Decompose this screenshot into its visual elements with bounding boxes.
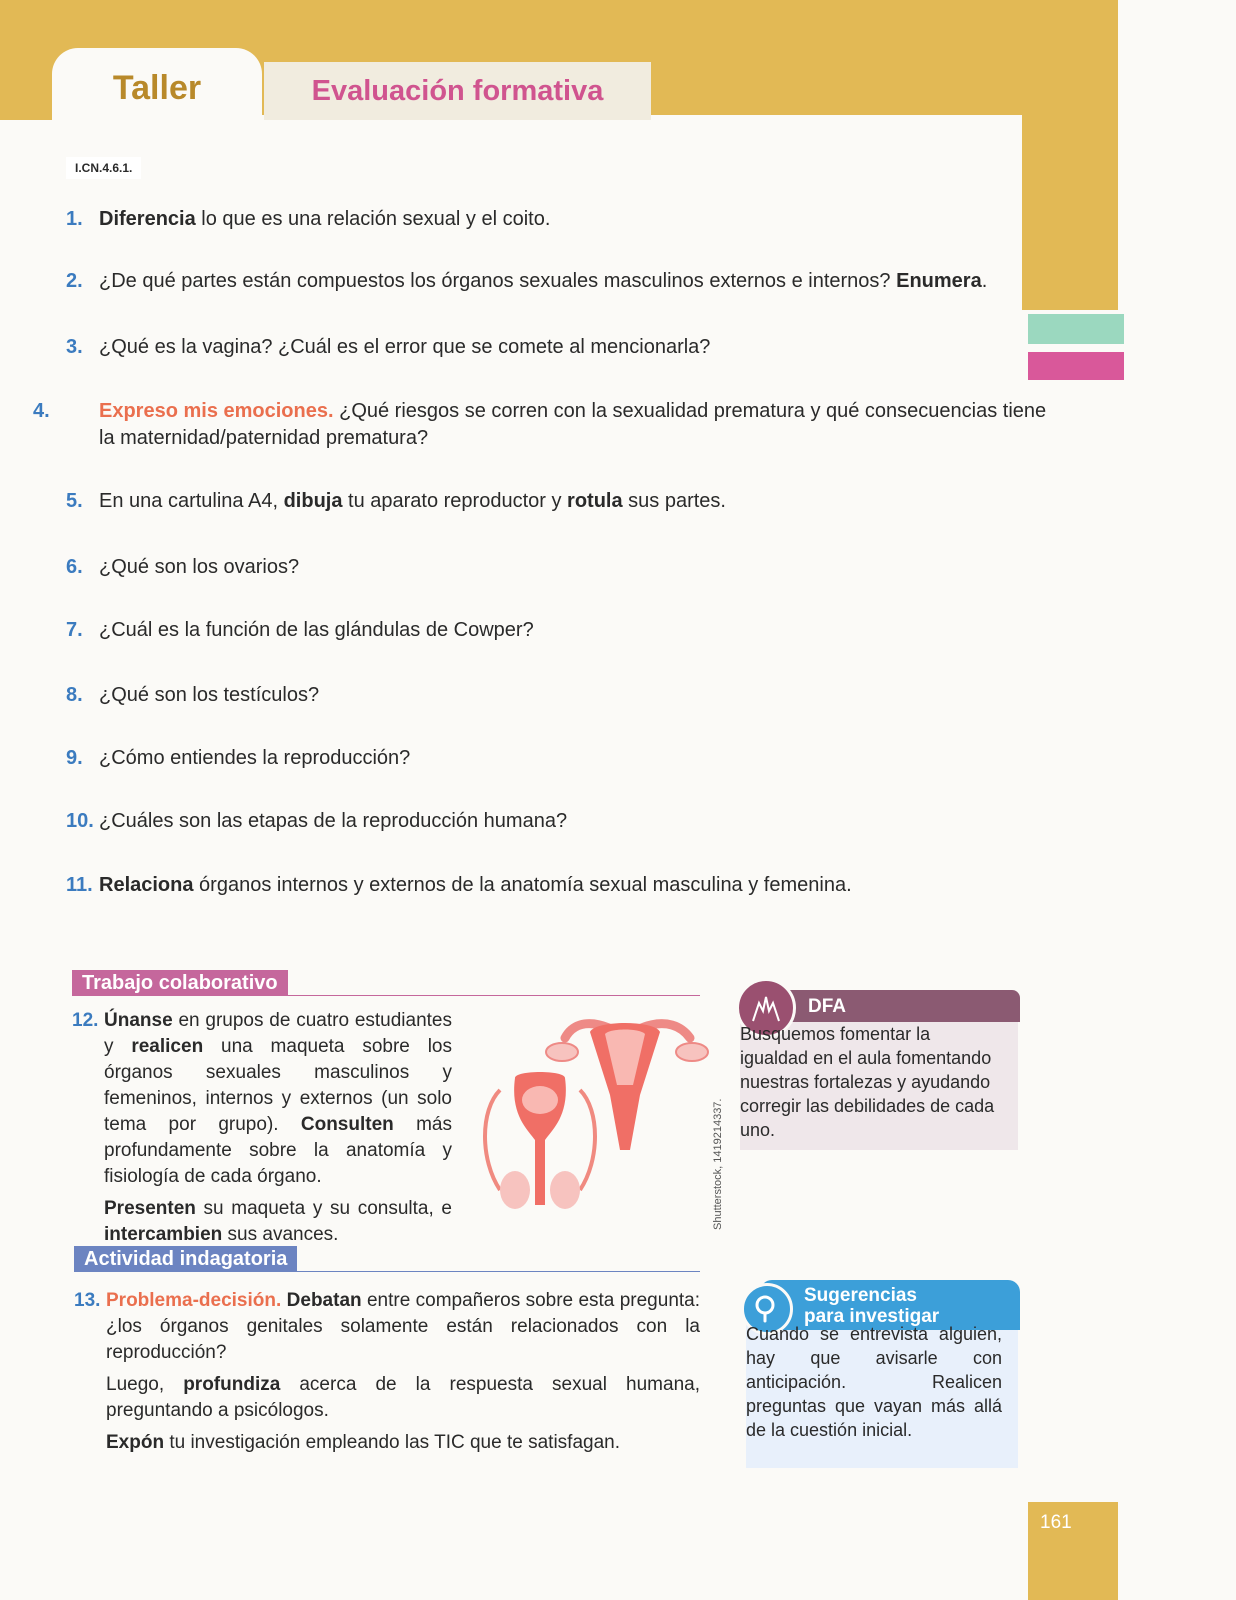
emphasis: dibuja [283, 490, 343, 512]
emphasis: profundiza [183, 1374, 281, 1395]
color-strip-pink [1028, 352, 1124, 380]
question-number: 5. [66, 490, 83, 512]
question-text: ¿Qué es la vagina? ¿Cuál es el error que se comete al mencionarla? [99, 336, 711, 358]
question-number: 11. [66, 874, 93, 896]
question-6 [66, 554, 1026, 581]
question-text: ¿Qué son los ovarios? [99, 556, 300, 578]
question-text: ¿Qué son los testículos? [99, 684, 320, 706]
question-text: ¿De qué partes están compuestos los órganos sexuales masculinos externos e internos? Enumera. [99, 270, 988, 292]
question-2 [66, 268, 1026, 295]
question-9 [66, 745, 1026, 772]
emphasis: Presenten [104, 1198, 196, 1219]
emphasis: intercambien [104, 1224, 223, 1245]
question-text: Expreso mis emociones. ¿Qué riesgos se corren con la sexualidad prematura y qué consecuencias tiene la maternidad/paternidad prematura? [99, 400, 1047, 449]
emphasis: Relaciona [99, 874, 194, 896]
page-number: 161 [1040, 1512, 1072, 1533]
emphasis: realicen [131, 1036, 204, 1057]
section-rule [288, 995, 700, 996]
question-text: En una cartulina A4, dibuja tu aparato reproductor y rotula sus partes. [99, 490, 726, 512]
activity-number: 13. [74, 1290, 101, 1311]
sugerencias-title: Sugerencias para investigar [804, 1285, 940, 1327]
color-strip-green [1028, 314, 1124, 344]
tab-evaluacion-formativa: Evaluación formativa [264, 62, 651, 120]
sugerencias-text: Cuando se entrevista alguien, hay que avisarle con anticipación. Realicen preguntas que vayan más allá de la cuestión inicial. [746, 1324, 1002, 1440]
emphasis: Diferencia [99, 208, 196, 230]
dfa-title: DFA [808, 996, 846, 1017]
question-text: Relaciona órganos internos y externos de la anatomía sexual masculina y femenina. [99, 874, 852, 896]
question-5 [66, 488, 1026, 515]
section-rule [297, 1271, 700, 1272]
emphasis: Consulten [300, 1114, 394, 1135]
activity-13 [74, 1288, 700, 1456]
emphasis: rotula [567, 490, 623, 512]
skill-code: I.CN.4.6.1. [66, 157, 141, 179]
question-number: 1. [66, 208, 83, 230]
image-credit: Shutterstock, 1419214337. [712, 1098, 724, 1230]
activity-13-text-2: Luego, profundiza acerca de la respuesta sexual humana, preguntando a psicólogos. [106, 1374, 700, 1421]
highlight-label: Problema-decisión. [106, 1290, 282, 1311]
question-number: 4. [33, 400, 50, 422]
section-heading: Trabajo colaborativo [72, 970, 288, 996]
emphasis: Enumera [896, 270, 982, 292]
reproductive-organs-illustration [470, 1000, 710, 1230]
question-text: ¿Cuáles son las etapas de la reproducción humana? [99, 810, 568, 832]
activity-13-text-3: Expón tu investigación empleando las TIC que te satisfagan. [106, 1432, 620, 1453]
question-7 [66, 617, 1026, 644]
highlight-label: Expreso mis emociones. [99, 400, 334, 422]
question-number: 7. [66, 619, 83, 641]
activity-12 [72, 1008, 452, 1248]
question-text: ¿Cómo entiendes la reproducción? [99, 747, 411, 769]
question-11 [66, 872, 1026, 899]
question-number: 9. [66, 747, 83, 769]
section-heading: Actividad indagatoria [74, 1246, 297, 1272]
question-text: Diferencia lo que es una relación sexual y el coito. [99, 208, 551, 230]
question-1 [66, 206, 1026, 233]
question-number: 2. [66, 270, 83, 292]
question-number: 6. [66, 556, 83, 578]
question-number: 10. [66, 810, 94, 832]
question-8 [66, 682, 1026, 709]
emphasis: Expón [106, 1432, 165, 1453]
tab-taller: Taller [52, 48, 262, 128]
question-number: 3. [66, 336, 83, 358]
emphasis: Debatan [286, 1290, 362, 1311]
question-number: 8. [66, 684, 83, 706]
section-actividad-indagatoria [74, 1248, 700, 1272]
female-organs-icon [546, 1023, 708, 1150]
question-3 [66, 334, 1026, 361]
side-band [1008, 0, 1118, 310]
section-trabajo-colaborativo [72, 972, 700, 996]
activity-12-text-2: Presenten su maqueta y su consulta, e intercambien sus avances. [104, 1198, 452, 1245]
activity-number: 12. [72, 1010, 99, 1031]
question-text: ¿Cuál es la función de las glándulas de Cowper? [99, 619, 534, 641]
male-organs-icon [485, 1072, 595, 1209]
dfa-text: Busquemos fomentar la igualdad en el aula fomentando nuestras fortalezas y ayudando corregir las debilidades de cada uno. [740, 1024, 995, 1140]
question-10 [66, 808, 1026, 835]
emphasis: Únanse [104, 1010, 173, 1031]
activity-12-text: Únanse en grupos de cuatro estudiantes y realicen una maqueta sobre los órganos sexuales masculinos y femeninos, internos y externos (un solo tema por grupo). Consulten más profundamente sobre la anatomía y fisiología de cada órgano. [104, 1010, 452, 1187]
question-4 [33, 398, 1059, 452]
activity-13-text: Problema-decisión. Debatan entre compañeros sobre esta pregunta: ¿los órganos genitales solamente están relacionados con la reproducción? [106, 1290, 701, 1363]
